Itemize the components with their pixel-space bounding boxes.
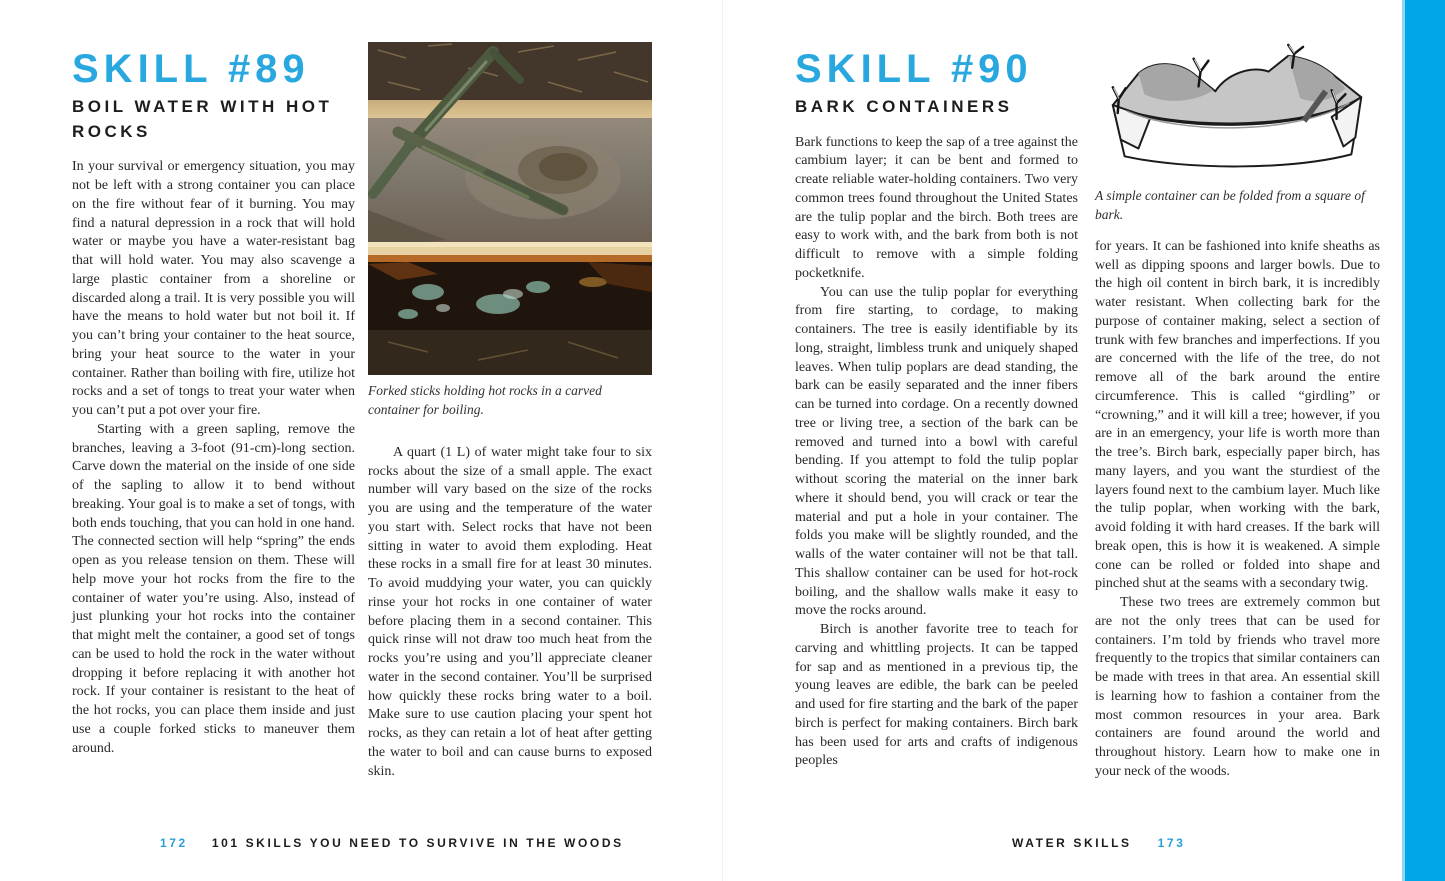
paragraph: Starting with a green sapling, remove the branches, leaving a 3-foot (91-cm)-long section. Carve down the material on the inside of one side of the sapling to allow it to bend without breaking. Your goal is to make a set of tongs, with both ends touching, that you can hold in one hand. The connected section will help “spring” the ends open as you release tension on them. These will help move your hot rocks from the fire to the container of water you’re using. Also, instead of just plunking your hot rocks into the container that might melt the container, a good set of tongs can be used to hold the rock in the water without dropping it before replacing it with another hot rock. If your container is resistant to the heat of the hot rocks, you can place them inside and just use a couple forked sticks to maneuver them around.	[72, 421, 355, 756]
paragraph: In your survival or emergency situation, you may not be left with a strong container you can place on the fire without fear of it burning. You may find a natural depression in a rock that will hold water or maybe you have a water-resistant bag that will hold water. You may also scavenge a large plastic container from a shoreline or discarded along a trail. It is very possible you will have the means to hold water but not boil it. If you can’t bring your container to the heat source, bring your heat source to the water in your container. Rather than boiling with fire, utilize hot rocks and a set of tongs to treat your water when you can’t put a pot over your fire.	[72, 159, 355, 419]
page-left-column-1	[72, 48, 355, 758]
section-title: WATER SKILLS	[1012, 836, 1132, 850]
footer-right	[1012, 836, 1185, 850]
skill-number-heading-right: SKILL #90	[795, 47, 1033, 91]
paragraph: Bark functions to keep the sap of a tree against the cambium layer; it can be bent and formed to create reliable water-holding containers. Two very common trees found throughout the United States are the tulip poplar and the birch. Both trees are easy to work with, and the bark from both is not difficult to remove with a simple folding pocketknife.	[795, 134, 1079, 281]
skill-title-heading-right: BARK CONTAINERS	[795, 97, 1013, 116]
bark-container-illustration	[1095, 42, 1380, 180]
paragraph: for years. It can be fashioned into knife sheaths as well as dipping spoons and larger bowls. Due to the high oil content in birch bark, it is incredibly water resistant. When collecting bark for the purpose of container making, select a section of trunk with few branches and imperfections. If you are concerned with the life of the tree, do not remove all of the bark around the entire circumference. This is called “girdling” or “crowning,” and it will kill a tree; however, if you are in an emergency, your life is worth more than the tree’s. Birch bark, especially paper birch, has many layers, and you want the sturdiest of the layers found next to the cambium layer. Much like the tulip poplar, when working with the bark, avoid folding it with hard creases. If the bark will break open, this is how it is weakened. A simple cone can be rolled or folded into shape and pinched shut at the seams with a secondary twig.	[1095, 238, 1380, 592]
page-number-right: 173	[1157, 836, 1186, 850]
skill-title-heading-left: BOIL WATER WITH HOT ROCKS	[72, 97, 333, 141]
photo-caption: Forked sticks holding hot rocks in a carved container for boiling.	[368, 383, 602, 417]
paragraph: Birch is another favorite tree to teach for carving and whittling projects. It can be tapped for sap and as mentioned in a previous tip, the young leaves are edible, the bark can be peeled and used for fire starting and the bark of the paper birch is perfect for making containers. Birch bark has been used for arts and crafts of indigenous peoples	[795, 622, 1078, 769]
paragraph: A quart (1 L) of water might take four to six rocks about the size of a small apple. The exact number will vary based on the size of the rocks you are using and the temperature of the water you start with. Select rocks that have not been sitting in water to avoid them exploding. Heat these rocks in a small fire for at least 30 minutes. To avoid muddying your water, you can quickly rinse your hot rocks in one container of water before placing them in a second container. This quick rinse will not draw too much heat from the rocks you’re using and you’ll appreciate cleaner water in the second container. You’ll be surprised how quickly these rocks bring water to a boil. Make sure to use caution placing your spent hot rocks, as they can retain a lot of heat after getting the water to boil and can cause burns to exposed skin.	[368, 444, 652, 779]
hot-rocks-photo	[368, 42, 652, 375]
footer-left	[160, 836, 624, 850]
page-number-left: 172	[160, 836, 188, 850]
page-gutter-divider	[722, 0, 723, 881]
skill-number-heading-left: SKILL #89	[72, 47, 310, 91]
page-right-column-2	[1095, 42, 1380, 782]
paragraph: You can use the tulip poplar for everything from fire starting, to cordage, to making containers. The tree is easily identifiable by its long, straight, limbless trunk and uniquely shaped leaves. When tulip poplars are dead standing, the bark can be easily separated and the inner fibers can be turned into cordage. On a recently downed tree or living tree, a section of the bark can be removed and turned into a bowl with careful bending. If you attempt to fold the tulip poplar without scoring the material on the inner bark where it should bend, you will crack or tear the material and put a hole in your container. The folds you make will be slightly rounded, and the walls of the water container will not be that tall. This shallow container can be used for hot-rock boiling, and the shallow walls make it easy to move the rocks around.	[795, 284, 1078, 619]
page-left-column-2	[368, 42, 652, 781]
paragraph: These two trees are extremely common but are not the only trees that can be used for containers. I’m told by friends who travel more frequently to the tropics that similar containers can be made with trees in that area. An essential skill is learning how to fashion a container from the most common resources in your area. Bark containers are found around the world and throughout history. Learn how to make one in your neck of the woods.	[1095, 595, 1380, 779]
page-right-column-1	[795, 48, 1078, 771]
illustration-caption: A simple container can be folded from a square of bark.	[1095, 188, 1365, 222]
book-title: 101 SKILLS YOU NEED TO SURVIVE IN THE WOODS	[211, 836, 624, 850]
edge-accent-bar	[1402, 0, 1445, 881]
